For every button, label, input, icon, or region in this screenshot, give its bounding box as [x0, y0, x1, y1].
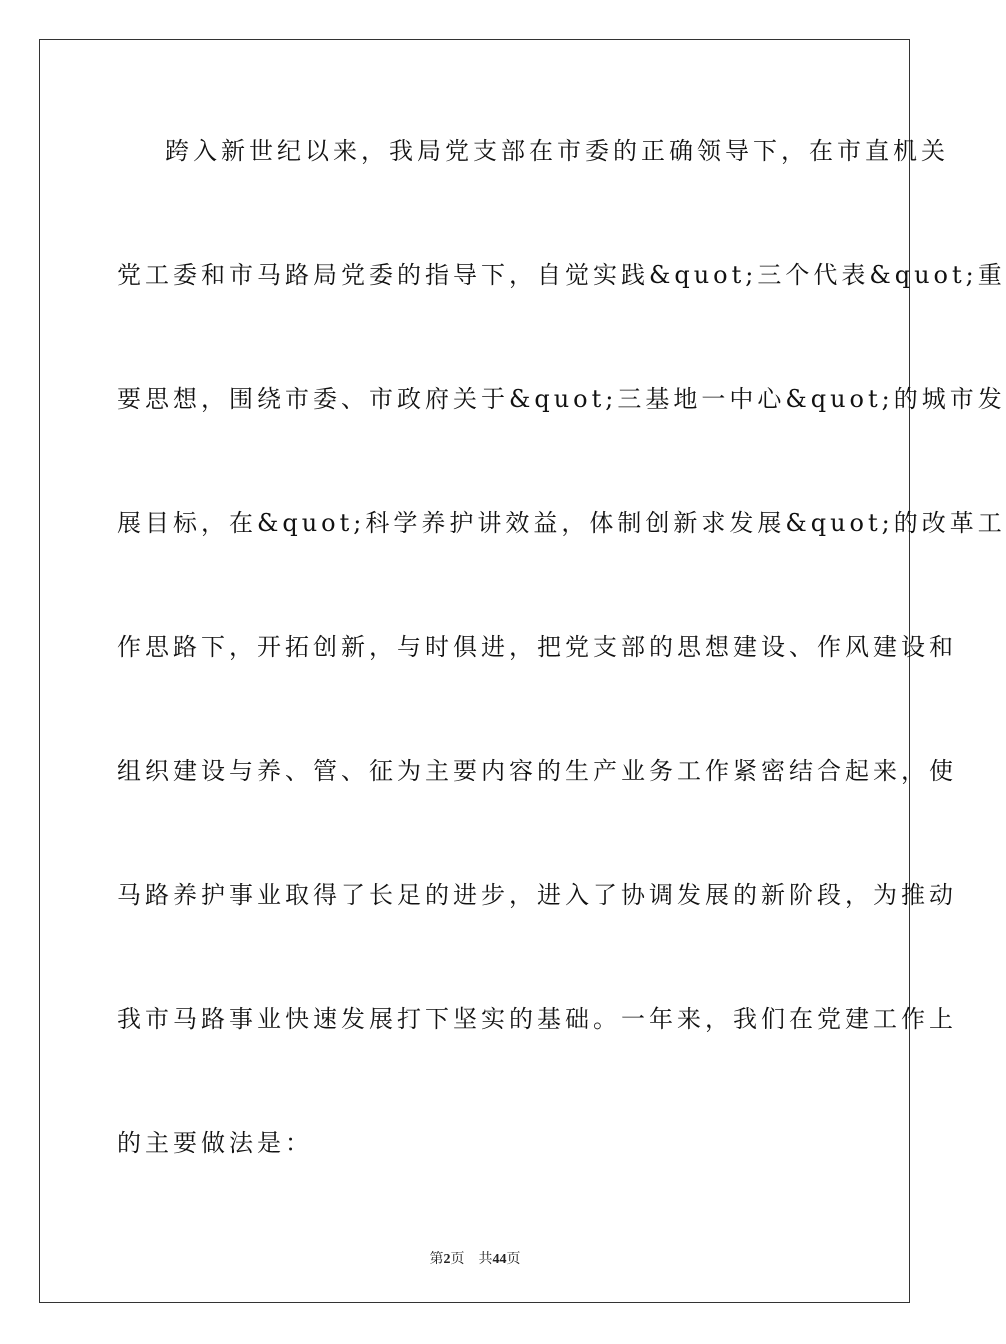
page-prefix: 第 [429, 1252, 444, 1267]
paragraph-line-4: 展目标，在&quot;科学养护讲效益，体制创新求发展&quot;的改革工 [117, 509, 1006, 537]
page-number: 2 [443, 1252, 451, 1267]
total-prefix: 共 [478, 1252, 493, 1267]
paragraph-line-2: 党工委和市马路局党委的指导下，自觉实践&quot;三个代表&quot;重 [117, 261, 1006, 289]
paragraph-line-7: 马路养护事业取得了长足的进步，进入了协调发展的新阶段，为推动 [117, 881, 957, 909]
paragraph-line-3: 要思想，围绕市委、市政府关于&quot;三基地一中心&quot;的城市发 [117, 385, 1006, 413]
page-suffix: 页 [450, 1252, 465, 1267]
total-pages: 44 [492, 1252, 507, 1267]
total-suffix: 页 [506, 1252, 521, 1267]
paragraph-line-8: 我市马路事业快速发展打下坚实的基础。一年来，我们在党建工作上 [117, 1005, 957, 1033]
paragraph-line-9: 的主要做法是： [117, 1129, 313, 1157]
page-footer [0, 1248, 950, 1268]
paragraph-line-1: 跨入新世纪以来，我局党支部在市委的正确领导下，在市直机关 [165, 137, 949, 165]
paragraph-line-6: 组织建设与养、管、征为主要内容的生产业务工作紧密结合起来，使 [117, 757, 957, 785]
paragraph-line-5: 作思路下，开拓创新，与时俱进，把党支部的思想建设、作风建设和 [117, 633, 957, 661]
body-paragraph [117, 127, 1006, 1243]
